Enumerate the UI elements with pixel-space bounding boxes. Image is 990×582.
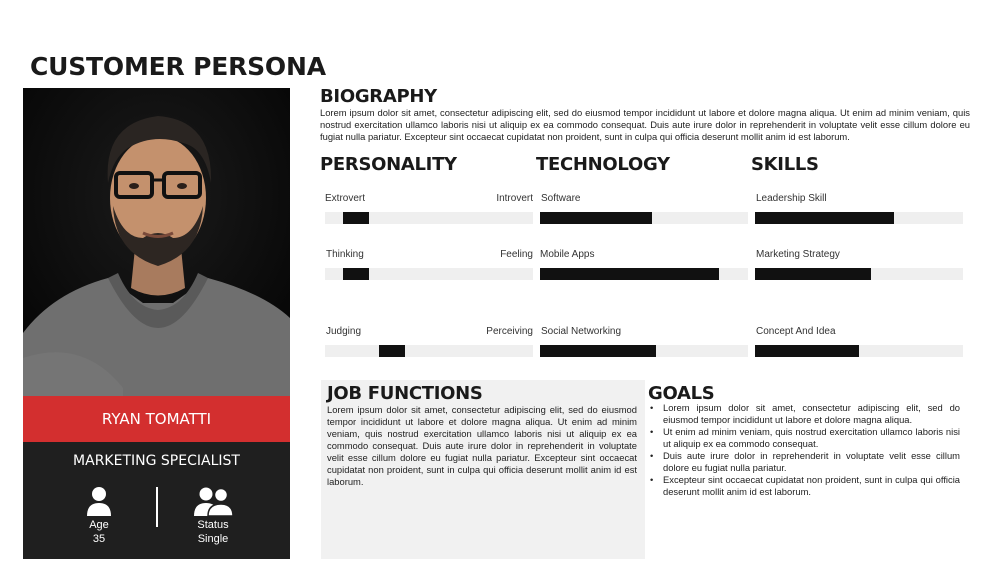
technology-track [540,212,748,224]
skill-fill [755,268,871,280]
person-icon [86,486,112,516]
skill-fill [755,345,859,357]
job-functions-heading: JOB FUNCTIONS [327,383,483,404]
personality-right-label: Feeling [500,249,533,260]
skill-label: Marketing Strategy [756,249,840,260]
personality-track [325,212,533,224]
technology-fill [540,345,656,357]
persona-name: RYAN TOMATTI [23,396,290,442]
technology-fill [540,268,719,280]
skill-fill [755,212,894,224]
personality-right-label: Introvert [496,193,533,204]
biography-text: Lorem ipsum dolor sit amet, consectetur adipiscing elit, sed do eiusmod tempor incididunt ut labore et dolore magna aliqua. Ut enim ad minim veniam, quis nostrud exercitation ullamco laboris nisi ut aliquip ex ea commodo consequat. Duis aute irure dolor in reprehenderit in voluptate velit esse cillum dolore eu fugiat nulla pariatur. Excepteur sint occaecat cupidatat non proident, sunt in culpa qui officia deserunt mollit anim id est laborum. [320,107,970,142]
goals-heading: GOALS [648,383,715,404]
technology-heading: TECHNOLOGY [536,154,670,175]
personality-track [325,345,533,357]
personality-left-label: Extrovert [325,193,366,204]
skills-heading: SKILLS [751,154,819,175]
personality-marker [343,212,369,224]
goal-item: • Lorem ipsum dolor sit amet, consectetur adipiscing elit, sed do eiusmod tempor incididunt ut labore et dolore magna aliqua. [648,402,960,426]
goal-item: • Excepteur sint occaecat cupidatat non proident, sunt in culpa qui officia deserunt mollit anim id est laborum. [648,474,960,498]
personality-marker [379,345,405,357]
technology-label: Mobile Apps [540,249,595,260]
skill-label: Leadership Skill [756,193,827,204]
status-stat [168,486,258,545]
group-icon [193,486,233,516]
biography-heading: BIOGRAPHY [320,86,437,107]
job-functions-text: Lorem ipsum dolor sit amet, consectetur adipiscing elit, sed do eiusmod tempor incididunt ut labore et dolore magna aliqua. Ut enim ad minim veniam, quis nostrud exercitation ullamco laboris nisi ut aliquip ex ea commodo consequat. Duis aute irure dolor in reprehenderit in voluptate velit esse cillum dolore eu fugiat nulla pariatur. Excepteur sint occaecat cupidatat non proident, sunt in culpa qui officia deserunt mollit anim id est laborum. [327,404,637,487]
status-value: Single [197,533,229,545]
personality-left-label: Thinking [326,249,364,260]
status-label: Status [197,519,229,531]
goal-item: • Ut enim ad minim veniam, quis nostrud exercitation ullamco laboris nisi ut aliquip ex ea commodo consequat. [648,426,960,450]
technology-label: Software [541,193,581,204]
technology-track [540,345,748,357]
age-label: Age [89,519,109,531]
age-stat [54,486,144,545]
age-value: 35 [92,533,106,545]
persona-role: MARKETING SPECIALIST [73,453,240,469]
goal-item: • Duis aute irure dolor in reprehenderit in voluptate velit esse cillum dolore eu fugiat nulla pariatur. [648,450,960,474]
persona-info-card [23,442,290,559]
personality-marker [343,268,369,280]
page-title: CUSTOMER PERSONA [30,52,326,81]
personality-track [325,268,533,280]
skill-track [755,268,963,280]
stat-divider [156,487,158,527]
technology-fill [540,212,652,224]
technology-track [540,268,748,280]
personality-right-label: Perceiving [486,326,533,337]
skill-track [755,345,963,357]
personality-left-label: Judging [326,326,362,337]
personality-heading: PERSONALITY [320,154,457,175]
profile-photo [23,88,290,396]
skill-label: Concept And Idea [756,326,836,337]
skill-track [755,212,963,224]
technology-label: Social Networking [541,326,622,337]
goals-list [648,402,960,498]
